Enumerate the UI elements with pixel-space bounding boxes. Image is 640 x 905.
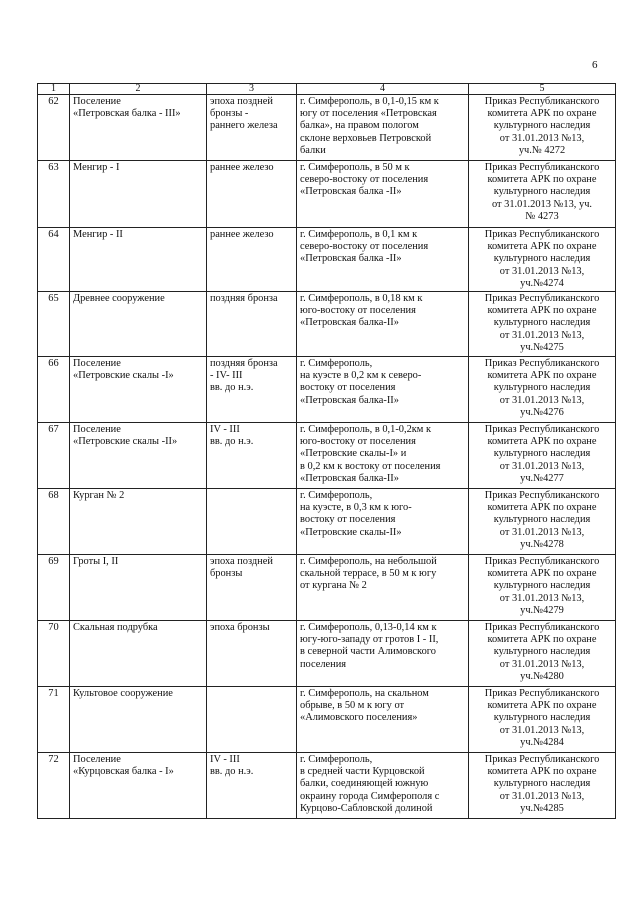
site-location-text: г. Симферополь, на небольшой скальной террасе, в 50 м к югу от кургана № 2 [300,556,437,592]
header-col-4: 4 [297,84,469,95]
site-location-text: г. Симферополь, в 50 м к северо-востоку от поселения «Петровская балка -II» [300,162,429,198]
site-location-text: г. Симферополь, на куэсте, в 0,3 км к юго- востоку от поселения «Петровские скалы-II» [300,490,412,538]
site-period-text: эпоха бронзы [210,622,270,633]
site-period [207,292,297,357]
site-location-text: г. Симферополь, в 0,1 км к северо-востоку от поселения «Петровская балка -II» [300,229,429,265]
protection-order-text: Приказ Республиканского комитета АРК по охране культурного наследия от 31.01.2013 №13, уч.№4277 [484,424,600,484]
table-row [38,753,616,819]
row-number: 65 [38,292,70,357]
row-number: 68 [38,489,70,555]
site-period-text: поздняя бронза - IV- III вв. до н.э. [210,358,278,394]
row-number: 62 [38,95,70,161]
page-number: 6 [592,59,598,71]
site-name-text: Поселение «Курцовская балка - I» [73,754,174,778]
table-row [38,357,616,423]
protection-order [469,555,616,621]
table-row [38,489,616,555]
site-period [207,555,297,621]
site-name [70,357,207,423]
site-location [297,687,469,753]
site-period [207,489,297,555]
protection-order [469,161,616,228]
site-name [70,292,207,357]
row-number: 66 [38,357,70,423]
header-col-2: 2 [70,84,207,95]
table-row [38,292,616,357]
protection-order [469,489,616,555]
site-name [70,687,207,753]
site-name-text: Культовое сооружение [73,688,173,699]
site-name [70,95,207,161]
table-body [38,95,616,819]
site-location [297,357,469,423]
row-number: 69 [38,555,70,621]
site-name [70,621,207,687]
site-location-text: г. Симферополь, 0,13-0,14 км к югу-юго-западу от гротов I - II, в северной части Алимовского поселения [300,622,439,670]
table-header [38,84,616,95]
protection-order [469,292,616,357]
protection-order [469,95,616,161]
site-location-text: г. Симферополь, в 0,18 км к юго-востоку от поселения «Петровская балка-II» [300,293,423,329]
site-name-text: Древнее сооружение [73,293,165,304]
site-location [297,95,469,161]
row-number: 70 [38,621,70,687]
row-number: 64 [38,228,70,292]
site-location [297,489,469,555]
site-name [70,161,207,228]
row-number: 67 [38,423,70,489]
site-name-text: Поселение «Петровская балка - III» [73,96,181,120]
protection-order-text: Приказ Республиканского комитета АРК по охране культурного наследия от 31.01.2013 №13, уч.№4284 [484,688,600,748]
row-number: 72 [38,753,70,819]
site-location [297,228,469,292]
table-row [38,621,616,687]
site-period-text: эпоха поздней бронзы [210,556,273,580]
protection-order [469,228,616,292]
site-location [297,423,469,489]
site-period-text: IV - III вв. до н.э. [210,754,254,778]
site-period [207,423,297,489]
site-name [70,423,207,489]
protection-order-text: Приказ Республиканского комитета АРК по охране культурного наследия от 31.01.2013 №13, уч.№4274 [484,229,600,289]
site-period [207,687,297,753]
site-period [207,161,297,228]
table-row [38,423,616,489]
table-row [38,687,616,753]
header-col-3: 3 [207,84,297,95]
site-location-text: г. Симферополь, в 0,1-0,15 км к югу от поселения «Петровская балка», на правом пологом склоне верховьев Петровской балки [300,96,439,156]
header-col-5: 5 [469,84,616,95]
protection-order [469,687,616,753]
site-name-text: Скальная подрубка [73,622,158,633]
site-name-text: Поселение «Петровские скалы -II» [73,424,178,448]
protection-order [469,621,616,687]
site-location-text: г. Симферополь, на скальном обрыве, в 50 м к югу от «Алимовского поселения» [300,688,429,724]
site-name [70,555,207,621]
protection-order-text: Приказ Республиканского комитета АРК по охране культурного наследия от 31.01.2013 №13, уч.№4275 [484,293,600,353]
site-period-text: IV - III вв. до н.э. [210,424,254,448]
site-location-text: г. Симферополь, в средней части Курцовской балки, соединяющей южную окраину города Симферополя с Курцово-Сабловской долиной [300,754,440,814]
site-location [297,555,469,621]
site-location-text: г. Симферополь, на куэсте в 0,2 км к северо- востоку от поселения «Петровская балка-II» [300,358,422,406]
site-period [207,228,297,292]
site-period-text: раннее железо [210,162,274,173]
table-row [38,228,616,292]
protection-order-text: Приказ Республиканского комитета АРК по охране культурного наследия от 31.01.2013 №13, уч.№ 4272 [484,96,600,156]
table-row [38,95,616,161]
site-period [207,95,297,161]
row-number: 71 [38,687,70,753]
table-row [38,161,616,228]
protection-order-text: Приказ Республиканского комитета АРК по охране культурного наследия от 31.01.2013 №13, уч.№4278 [484,490,600,550]
site-location [297,292,469,357]
site-name-text: Менгир - I [73,162,120,173]
site-location [297,161,469,228]
table-row [38,555,616,621]
protection-order-text: Приказ Республиканского комитета АРК по охране культурного наследия от 31.01.2013 №13, уч. № 4273 [484,162,600,222]
protection-order [469,357,616,423]
protection-order-text: Приказ Республиканского комитета АРК по охране культурного наследия от 31.01.2013 №13, уч.№4280 [484,622,600,682]
site-period [207,621,297,687]
site-name [70,753,207,819]
protection-order-text: Приказ Республиканского комитета АРК по охране культурного наследия от 31.01.2013 №13, уч.№4276 [484,358,600,418]
site-period [207,357,297,423]
header-row [38,84,616,95]
heritage-registry-table [37,83,616,819]
protection-order [469,423,616,489]
site-location-text: г. Симферополь, в 0,1-0,2км к юго-востоку от поселения «Петровские скалы-I» и в 0,2 км к востоку от поселения «Петровская балка-II» [300,424,441,484]
site-period [207,753,297,819]
site-name-text: Менгир - II [73,229,123,240]
site-period-text: раннее железо [210,229,274,240]
site-name-text: Гроты I, II [73,556,119,567]
site-period-text: поздняя бронза [210,293,278,304]
site-location [297,753,469,819]
site-location [297,621,469,687]
protection-order-text: Приказ Республиканского комитета АРК по охране культурного наследия от 31.01.2013 №13, уч.№4279 [484,556,600,616]
site-period-text: эпоха поздней бронзы - раннего железа [210,96,278,132]
site-name [70,228,207,292]
protection-order [469,753,616,819]
row-number: 63 [38,161,70,228]
site-name-text: Поселение «Петровские скалы -I» [73,358,174,382]
site-name-text: Курган № 2 [73,490,125,501]
protection-order-text: Приказ Республиканского комитета АРК по охране культурного наследия от 31.01.2013 №13, уч.№4285 [484,754,600,814]
site-name [70,489,207,555]
header-col-1: 1 [38,84,70,95]
